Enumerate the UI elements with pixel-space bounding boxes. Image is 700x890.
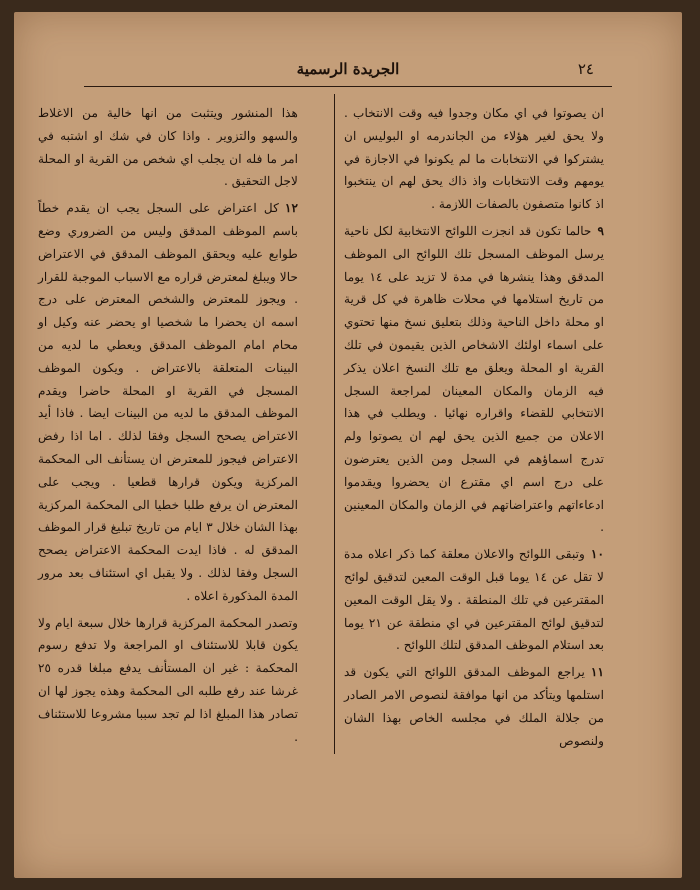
paragraph-text: هذا المنشور ويتثبت من انها خالية من الاغلاط والسهو والتزوير . واذا كان في شك او اشتبه في امر ما فله ان يجلب اي شخص من القرية او المحلة لاجل التحقيق . xyxy=(38,106,298,189)
paragraph-text: وتبقى اللوائح والاعلان معلقة كما ذكر اعلاه مدة لا تقل عن ١٤ يوما قبل الوقت المعين لتدقيق لوائح المقترعين في تلك المنطقة . ولا يقل الوقت المعين لتدقيق لوائح المقترعين في اي منطقة عن ٢١ يوما بعد استلام الموظف المدقق لتلك اللوائح . xyxy=(344,547,604,653)
article-12 xyxy=(38,197,298,607)
column-divider xyxy=(334,94,335,754)
article-number: ١٢ xyxy=(284,201,298,216)
paragraph-text: وتصدر المحكمة المركزية قرارها خلال سبعة ايام ولا يكون قابلا للاستئناف او المراجعة ولا تدفع رسوم المحكمة : غير ان المستأنف يدفع مبلغا قدره ٢٥ غرشا عند رفع طلبه الى المحكمة وهذه يجوز لها ان تصادر هذا المبلغ اذا لم تجد سببا مشروعا للاستئناف . xyxy=(38,615,298,744)
right-column xyxy=(344,102,604,752)
paragraph-text: يراجع الموظف المدقق اللوائح التي يكون قد استلمها ويتأكد من انها موافقة لنصوص الامر الصادر من جلالة الملك في مجلسه الخاص بهذا الشان ولنصوص xyxy=(344,665,604,748)
paragraph-text: ان يصوتوا في اي مكان وجدوا فيه وقت الانتخاب . ولا يحق لغير هؤلاء من الجاندرمه او البوليس ان يشتركوا في الانتخابات ما لم يكونوا في الاجازة في يومهم وقت الانتخابات واذ ذاك يحق لهم ان ينتخبوا اذ كانوا متصفون بالصفات اللازمة . xyxy=(344,106,604,212)
gazette-page xyxy=(14,12,682,878)
left-column xyxy=(38,102,298,748)
article-9 xyxy=(344,220,604,539)
gazette-title: الجريدة الرسمية xyxy=(296,60,400,78)
paragraph xyxy=(38,612,298,749)
page-header xyxy=(14,56,682,84)
page-number: ٢٤ xyxy=(577,60,594,78)
paragraph xyxy=(38,102,298,193)
article-number: ٩ xyxy=(597,223,604,238)
article-11 xyxy=(344,661,604,752)
paragraph xyxy=(344,102,604,216)
paragraph-text: كل اعتراض على السجل يجب ان يقدم خطاً باسم الموظف المدقق وليس من الضروري وضع طوابع عليه ويحقق الموظف المدقق في الاعتراض حالا ويبلغ لمعترض قراره مع الاسباب الموجبة للقرار . ويجوز للمعترض والشخص المعترض على درج اسمه ان يحضرا ما شخصيا او يحضر عنه وكيل او محام امام الموظف المدقق ويعطي ما لديه من البينات المتعلقة بالاعتراض . ويكون الموظف المسجل في القرية او المحلة حاضرا ويقدم الموظف المدقق ما لديه من البينات ايضا . فاذا أيد الاعتراض يصحح السجل وفقا لذلك . اما اذا رفض الاعتراض فيجوز للمعترض ان يستأنف الى المحكمة المركزية ويكون قرارها قطعيا . ويجب على المعترض ان يرفع طلبا خطيا الى المحكمة المركزية بهذا الشان خلال ٣ ايام من تاريخ تبليغ قرار الموظف المدقق له . فاذا ايدت المحكمة الاعتراض يصحح السجل وفقا لذلك . ولا يقبل اي استئناف بعد مرور المدة المذكورة اعلاه . xyxy=(38,201,298,603)
header-rule xyxy=(84,86,612,87)
article-number: ١١ xyxy=(590,665,604,680)
article-number: ١٠ xyxy=(590,547,604,562)
article-10 xyxy=(344,543,604,657)
paragraph-text: حالما تكون قد انجزت اللوائح الانتخابية لكل ناحية يرسل الموظف المسجل تلك اللوائح الى الموظف المدقق وهذا ينشرها في مدة لا تزيد على ١٤ يوما من تاريخ استلامها في محلات ظاهرة في كل قرية او محلة داخل الناحية وذلك بتعليق نسخ منها تحتوي على اسماء اولئك الاشخاص الذين يقيمون في تلك القرية او المحلة ويعلق مع تلك النسخ اعلان يذكر فيه الزمان والمكان المعينان لمراجعة السجل الانتخابي للقضاء واقراره نهائيا . ويطلب في هذا الاعلان من جميع الذين يحق لهم ان يصوتوا ولم تدرج اسماؤهم في السجل ومن الذين يعترضون على درج اسم اي مقترع ان يحضروا ويقدموا ادعاءاتهم واعتراضاتهم في الزمان والمكان المعينين . xyxy=(344,223,604,535)
